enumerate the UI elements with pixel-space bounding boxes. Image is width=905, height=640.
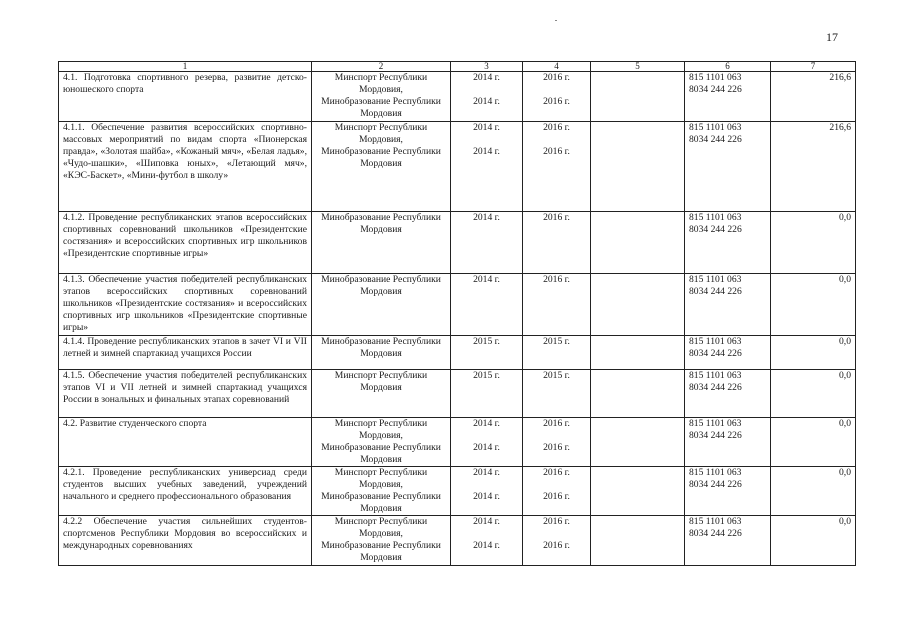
start-year-line: 2014 г. <box>473 72 500 83</box>
budget-code-line: 815 1101 063 <box>689 274 742 285</box>
end-year-line: 2016 г. <box>543 122 570 133</box>
activity-name: 4.1.1. Обеспечение развития всероссийских спортивно-массовых мероприятий по видам спорта «Пионерская правда», «Золотая шайба», «Кожаный мяч», «Белая ладья», «Чудо-шашки», «Шиповка юных», «Летающий мяч», «КЭС-Баскет», «Мини-футбол в школу» <box>59 122 312 212</box>
budget-code-line: 8034 244 226 <box>689 348 742 359</box>
budget-code-cell <box>685 72 771 122</box>
activity-name: 4.1.4. Проведение республиканских этапов в зачет VI и VII летней и зимней спартакиад учащихся России <box>59 336 312 370</box>
program-table <box>58 61 856 566</box>
end-year-cell <box>523 274 591 336</box>
start-year-line: 2014 г. <box>473 491 500 502</box>
executor-line: Минобразование Республики Мордовия <box>321 146 441 169</box>
activity-name: 4.1.5. Обеспечение участия победителей республиканских этапов VI и VII летней и зимней спартакиад учащихся России в зональных и финальных этапах соревнований <box>59 370 312 418</box>
amount-cell: 216,6 <box>771 122 856 212</box>
executor-line: Минспорт Республики Мордовия, <box>334 467 428 490</box>
end-year-cell <box>523 370 591 418</box>
start-year-cell <box>451 336 523 370</box>
budget-code-cell <box>685 274 771 336</box>
start-year-cell <box>451 122 523 212</box>
amount-cell: 0,0 <box>771 370 856 418</box>
start-year-line: 2014 г. <box>473 442 500 453</box>
executor-line: Минобразование Республики Мордовия <box>321 274 441 297</box>
budget-code-line: 815 1101 063 <box>689 370 742 381</box>
executor-cell <box>312 72 451 122</box>
table-body <box>59 72 856 566</box>
table-row <box>59 370 856 418</box>
activity-name: 4.2. Развитие студенческого спорта <box>59 418 312 467</box>
column-header-2: 2 <box>312 62 451 72</box>
budget-code-line: 815 1101 063 <box>689 336 742 347</box>
table-row <box>59 336 856 370</box>
column-5-cell <box>591 122 685 212</box>
budget-code-line: 815 1101 063 <box>689 418 742 429</box>
executor-cell <box>312 274 451 336</box>
executor-line: Минобразование Республики Мордовия <box>321 96 441 119</box>
table-header-row <box>59 62 856 72</box>
budget-code-line: 8034 244 226 <box>689 286 742 297</box>
start-year-cell <box>451 212 523 274</box>
table-row <box>59 516 856 566</box>
end-year-line: 2016 г. <box>543 442 570 453</box>
budget-code-line: 8034 244 226 <box>689 382 742 393</box>
amount-cell: 0,0 <box>771 467 856 516</box>
start-year-line: 2014 г. <box>473 122 500 133</box>
activity-name: 4.2.1. Проведение республиканских универсиад среди студентов высших учебных заведений, учреждений начального и среднего профессионального образования <box>59 467 312 516</box>
activity-name: 4.1. Подготовка спортивного резерва, развитие детско-юношеского спорта <box>59 72 312 122</box>
budget-code-line: 815 1101 063 <box>689 212 742 223</box>
scan-speck <box>555 20 557 21</box>
executor-line: Минспорт Республики Мордовия, <box>334 122 428 145</box>
activity-name: 4.2.2 Обеспечение участия сильнейших студентов-спортсменов Республики Мордовия во всероссийских и международных соревнованиях <box>59 516 312 566</box>
column-header-4: 4 <box>523 62 591 72</box>
executor-cell <box>312 336 451 370</box>
executor-cell <box>312 370 451 418</box>
executor-line: Минобразование Республики Мордовия <box>321 442 441 465</box>
end-year-line: 2016 г. <box>543 540 570 551</box>
executor-cell <box>312 467 451 516</box>
start-year-line: 2014 г. <box>473 540 500 551</box>
executor-line: Минобразование Республики Мордовия <box>321 491 441 514</box>
start-year-cell <box>451 467 523 516</box>
column-5-cell <box>591 418 685 467</box>
column-header-7: 7 <box>771 62 856 72</box>
end-year-line: 2015 г. <box>543 370 570 381</box>
table-row <box>59 72 856 122</box>
amount-cell: 0,0 <box>771 516 856 566</box>
executor-cell <box>312 212 451 274</box>
budget-code-cell <box>685 122 771 212</box>
end-year-cell <box>523 72 591 122</box>
activity-name: 4.1.3. Обеспечение участия победителей республиканских этапов всероссийских спортивных соревнований школьников «Президентские состязания» и всероссийских спортивных игр школьников «Президентские спортивные игры» <box>59 274 312 336</box>
amount-cell: 0,0 <box>771 212 856 274</box>
table-row <box>59 467 856 516</box>
start-year-line: 2014 г. <box>473 467 500 478</box>
end-year-cell <box>523 516 591 566</box>
end-year-line: 2016 г. <box>543 274 570 285</box>
budget-code-line: 8034 244 226 <box>689 84 742 95</box>
budget-code-line: 8034 244 226 <box>689 134 742 145</box>
executor-cell <box>312 418 451 467</box>
start-year-line: 2014 г. <box>473 418 500 429</box>
budget-code-cell <box>685 418 771 467</box>
budget-code-line: 8034 244 226 <box>689 430 742 441</box>
end-year-line: 2016 г. <box>543 212 570 223</box>
start-year-line: 2014 г. <box>473 96 500 107</box>
table-row <box>59 122 856 212</box>
end-year-line: 2016 г. <box>543 146 570 157</box>
column-5-cell <box>591 212 685 274</box>
end-year-line: 2016 г. <box>543 72 570 83</box>
executor-cell <box>312 122 451 212</box>
start-year-line: 2014 г. <box>473 146 500 157</box>
table-row <box>59 212 856 274</box>
budget-code-cell <box>685 370 771 418</box>
executor-line: Минспорт Республики Мордовия, <box>334 418 428 441</box>
column-5-cell <box>591 467 685 516</box>
end-year-line: 2016 г. <box>543 516 570 527</box>
end-year-line: 2016 г. <box>543 467 570 478</box>
column-5-cell <box>591 336 685 370</box>
budget-code-line: 815 1101 063 <box>689 72 742 83</box>
start-year-cell <box>451 72 523 122</box>
table-row <box>59 418 856 467</box>
budget-code-line: 8034 244 226 <box>689 224 742 235</box>
budget-code-line: 815 1101 063 <box>689 516 742 527</box>
start-year-cell <box>451 516 523 566</box>
budget-code-cell <box>685 467 771 516</box>
start-year-line: 2014 г. <box>473 516 500 527</box>
budget-code-line: 815 1101 063 <box>689 122 742 133</box>
budget-code-line: 815 1101 063 <box>689 467 742 478</box>
activity-name: 4.1.2. Проведение республиканских этапов всероссийских спортивных соревнований школьников «Президентские состязания» и всероссийских спортивных игр школьников «Президентские спортивные игры» <box>59 212 312 274</box>
budget-code-cell <box>685 212 771 274</box>
start-year-line: 2015 г. <box>473 336 500 347</box>
start-year-cell <box>451 274 523 336</box>
executor-line: Минспорт Республики Мордовия, <box>334 72 428 95</box>
end-year-cell <box>523 336 591 370</box>
column-header-5: 5 <box>591 62 685 72</box>
end-year-line: 2015 г. <box>543 336 570 347</box>
end-year-line: 2016 г. <box>543 491 570 502</box>
executor-line: Минспорт Республики Мордовия, <box>334 516 428 539</box>
column-header-3: 3 <box>451 62 523 72</box>
column-5-cell <box>591 72 685 122</box>
end-year-line: 2016 г. <box>543 96 570 107</box>
end-year-cell <box>523 467 591 516</box>
start-year-line: 2014 г. <box>473 212 500 223</box>
executor-cell <box>312 516 451 566</box>
end-year-cell <box>523 418 591 467</box>
start-year-line: 2015 г. <box>473 370 500 381</box>
table-row <box>59 274 856 336</box>
executor-line: Минобразование Республики Мордовия <box>321 212 441 235</box>
column-5-cell <box>591 274 685 336</box>
end-year-line: 2016 г. <box>543 418 570 429</box>
column-5-cell <box>591 370 685 418</box>
amount-cell: 0,0 <box>771 336 856 370</box>
end-year-cell <box>523 212 591 274</box>
start-year-line: 2014 г. <box>473 274 500 285</box>
amount-cell: 0,0 <box>771 274 856 336</box>
executor-line: Минспорт Республики Мордовия <box>334 370 428 393</box>
budget-code-cell <box>685 516 771 566</box>
amount-cell: 216,6 <box>771 72 856 122</box>
column-header-1: 1 <box>59 62 312 72</box>
budget-code-line: 8034 244 226 <box>689 479 742 490</box>
executor-line: Минобразование Республики Мордовия <box>321 540 441 563</box>
end-year-cell <box>523 122 591 212</box>
column-header-6: 6 <box>685 62 771 72</box>
column-5-cell <box>591 516 685 566</box>
start-year-cell <box>451 418 523 467</box>
budget-code-cell <box>685 336 771 370</box>
page-number: 17 <box>826 30 838 44</box>
start-year-cell <box>451 370 523 418</box>
executor-line: Минобразование Республики Мордовия <box>321 336 441 359</box>
budget-code-line: 8034 244 226 <box>689 528 742 539</box>
amount-cell: 0,0 <box>771 418 856 467</box>
